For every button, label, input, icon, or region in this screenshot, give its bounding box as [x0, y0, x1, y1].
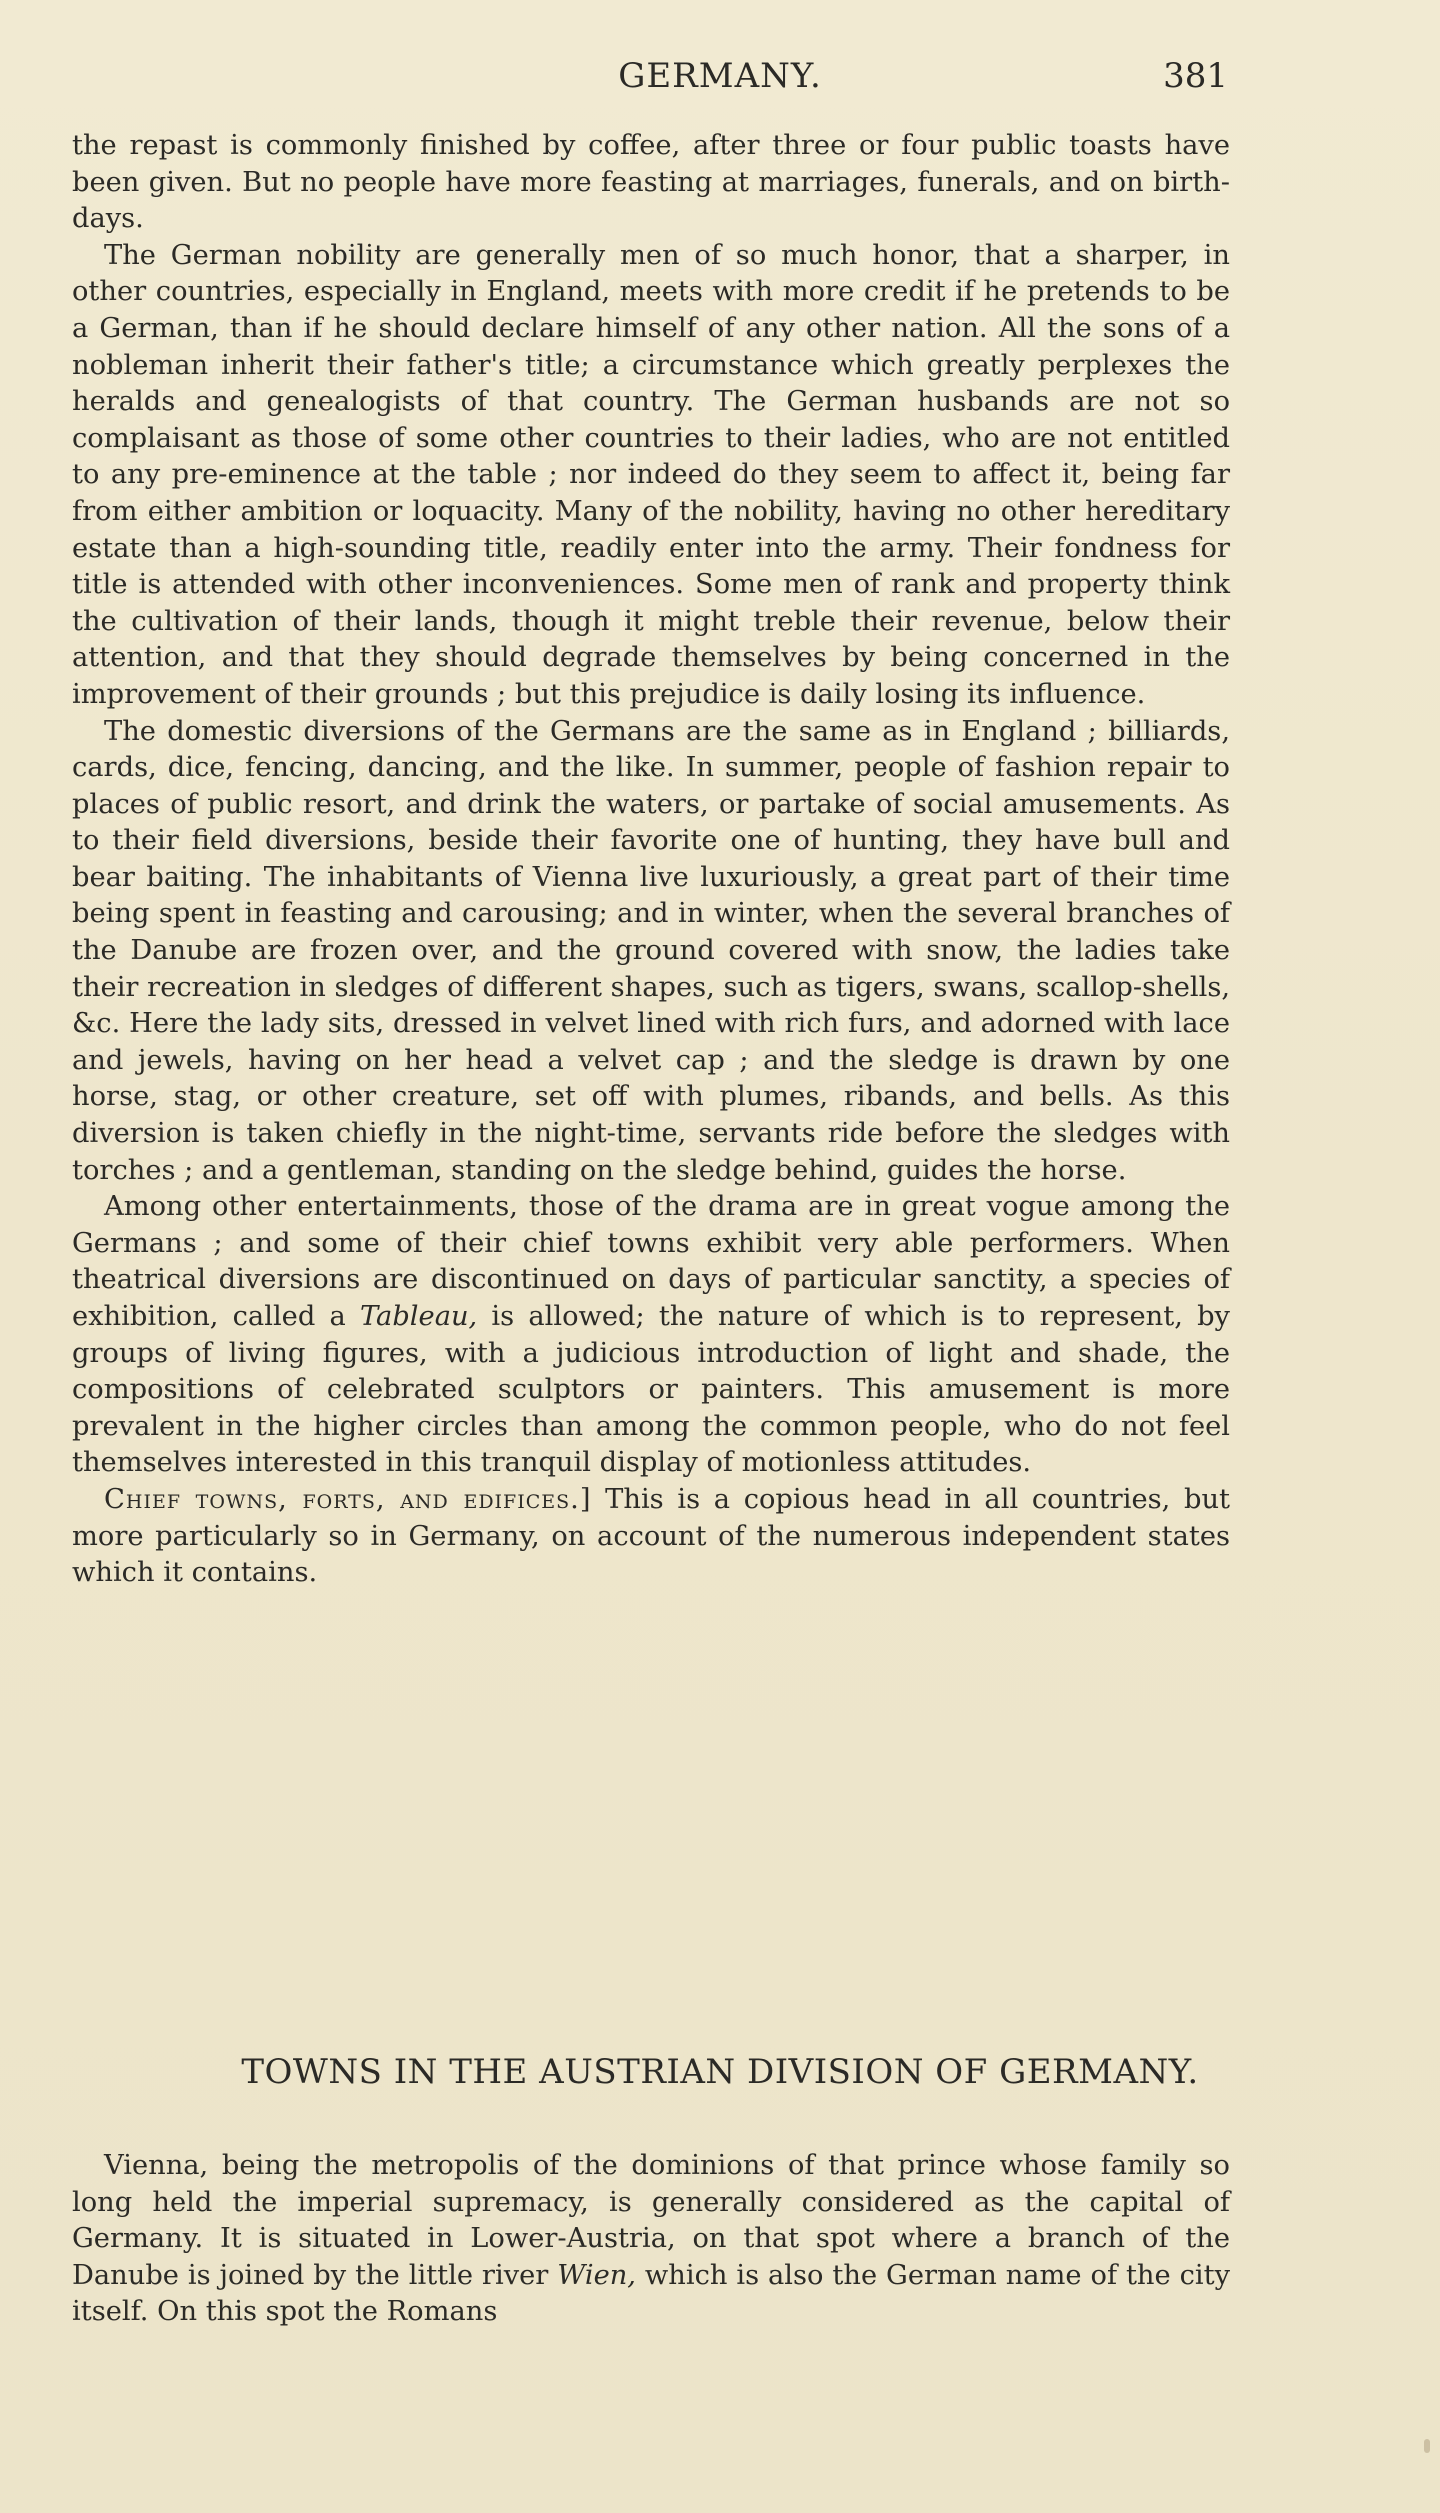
- section-paragraph-text-b: which is also the German name of the city itself. On this spot the Romans: [72, 2259, 1230, 2328]
- page-header: [0, 56, 1440, 106]
- paragraph-5-text: This is a copious head in all countries, but more particularly so in Germany, on account of the numerous independent states which it contains.: [72, 1483, 1230, 1589]
- paragraph-2: The German nobility are generally men of so much honor, that a sharper, in other countries, especially in England, meets with more credit if he pretends to be a German, than if he should declare himself of any other nation. All the sons of a nobleman inherit their father's title; a circumstance which greatly perplexes the heralds and genealogists of that country. The German husbands are not so complaisant as those of some other countries to their ladies, who are not entitled to any pre-eminence at the table ; nor indeed do they seem to affect it, being far from either ambition or loquacity. Many of the nobility, having no other hereditary estate than a high-sounding title, readily enter into the army. Their fondness for title is attended with other inconveniences. Some men of rank and property think the cultivation of their lands, though it might treble their revenue, below their attention, and that they should degrade themselves by being concerned in the improvement of their grounds ; but this prejudice is daily losing its influence.: [72, 239, 1230, 710]
- running-head: GERMANY.: [618, 56, 822, 96]
- section-heading: TOWNS IN THE AUSTRIAN DIVISION OF GERMANY.: [241, 2052, 1199, 2092]
- paragraph-5-smallcaps: Chief towns, forts, and edifices.]: [104, 1483, 592, 1515]
- paragraph-5: [72, 1482, 1230, 1592]
- paragraph-4-text-b: is allowed; the nature of which is to represent, by groups of living figures, with a judicious introduction of light and shade, the compositions of celebrated sculptors or painters. This amusement is more prevalent in the higher circles than among the common people, who do not feel themselves interested in this tranquil display of motionless attitudes.: [72, 1301, 1230, 1479]
- paper-mark: [1424, 2439, 1430, 2453]
- section-paragraph: [72, 2148, 1230, 2331]
- paragraph-4-italic: Tableau,: [359, 1301, 478, 1332]
- paragraph-4-text-a: Among other entertainments, those of the drama are in great vogue among the Germans ; and some of their chief towns exhibit very able performers. When theatrical diversions are discontinued on days of particular sanctity, a species of exhibition, called a: [72, 1191, 1230, 1332]
- paragraph-3: The domestic diversions of the Germans are the same as in England ; billiards, cards, dice, fencing, dancing, and the like. In summer, people of fashion repair to places of public resort, and drink the waters, or partake of social amusements. As to their field diversions, beside their favorite one of hunting, they have bull and bear baiting. The inhabitants of Vienna live luxuriously, a great part of their time being spent in feasting and carousing; and in winter, when the several branches of the Danube are frozen over, and the ground covered with snow, the ladies take their recreation in sledges of different shapes, such as tigers, swans, scallop-shells, &c. Here the lady sits, dressed in velvet lined with rich furs, and adorned with lace and jewels, having on her head a velvet cap ; and the sledge is drawn by one horse, stag, or other creature, set off with plumes, ribands, and bells. As this diversion is taken chiefly in the night-time, servants ride before the sledges with torches ; and a gentleman, standing on the sledge behind, guides the horse.: [72, 715, 1230, 1186]
- paragraph-1: the repast is commonly finished by coffee, after three or four public toasts have been given. But no people have more feasting at marriages, funerals, and on birth-days.: [72, 130, 1230, 235]
- body-text: [72, 128, 1230, 1592]
- section-body-text: [72, 2148, 1230, 2331]
- section-paragraph-text-a: Vienna, being the metropolis of the dominions of that prince whose family so long held the imperial supremacy, is generally considered as the capital of Germany. It is situated in Lower-Austria, on that spot where a branch of the Danube is joined by the little river: [72, 2150, 1230, 2291]
- paragraph-4: [72, 1189, 1230, 1482]
- section-paragraph-italic: Wien,: [557, 2259, 636, 2291]
- page-number: 381: [1163, 56, 1228, 96]
